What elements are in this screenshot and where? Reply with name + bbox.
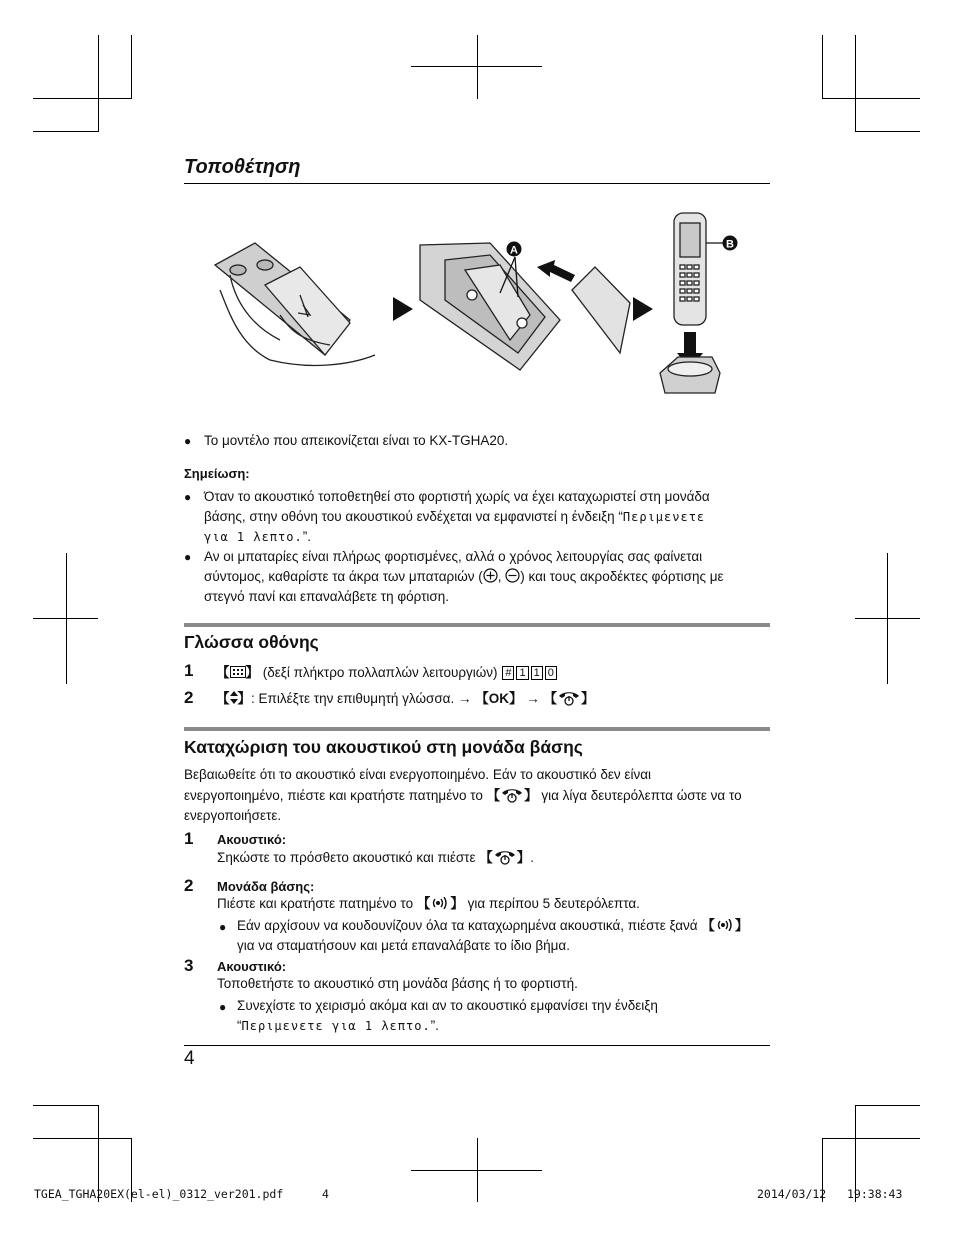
note-line [204, 527, 710, 547]
step-label: Ακουστικό: [217, 959, 287, 974]
bracket-open: 【 [216, 665, 230, 680]
off-phone-icon [493, 849, 517, 865]
intro-line [184, 786, 742, 806]
footer-page: 4 [322, 1187, 329, 1201]
bracket-close: 】 [237, 691, 251, 706]
note-heading: Σημείωση: [184, 466, 250, 481]
updown-key-icon [230, 691, 238, 704]
bottom-rule [184, 1045, 770, 1046]
registration-heading: Καταχώριση του ακουστικού στη μονάδα βάσης [184, 737, 583, 757]
minus-circle-icon [505, 568, 520, 583]
page-number: 4 [184, 1048, 195, 1069]
charger-illustration [660, 357, 720, 393]
step-number: 2 [184, 688, 194, 707]
bracket-open: 【 [701, 918, 715, 933]
locator-key-icon [430, 897, 450, 909]
plus-circle-icon [483, 568, 498, 583]
step-text: Εάν αρχίσουν να κουδουνίζουν όλα τα καταχωρημένα ακουστικά, πιέστε ξανά [237, 918, 702, 933]
label-a: A [510, 244, 518, 257]
handset-cover-illustration [215, 243, 375, 365]
step-text: Σηκώστε το πρόσθετο ακουστικό και πιέστε [217, 850, 480, 865]
intro-line: Βεβαιωθείτε ότι το ακουστικό είναι ενεργοποιημένο. Εάν το ακουστικό δεν είναι [184, 767, 652, 782]
step-arrow-2 [633, 297, 653, 321]
step-line [217, 894, 640, 914]
step-text: (δεξί πλήκτρο πολλαπλών λειτουργιών) [259, 665, 502, 680]
battery-compartment-illustration [420, 243, 560, 370]
bracket-open: 【 [486, 788, 501, 803]
installation-illustration [200, 205, 740, 415]
keypad-key: 1 [531, 666, 543, 680]
note-line [204, 567, 724, 587]
bracket-close: 】 [734, 918, 749, 933]
off-phone-icon [557, 690, 581, 706]
step-arrow-1 [393, 297, 413, 321]
ok-key: 【OK】 [475, 691, 523, 706]
language-step-2 [216, 689, 595, 709]
arrow-text: → [522, 691, 544, 706]
step-line: Τοποθετήστε το ακουστικό στη μονάδα βάσης ή το φορτιστή. [217, 976, 578, 991]
bullet-line: για να σταματήσουν και μετά επαναλάβατε το ίδιο βήμα. [237, 938, 570, 953]
step-number: 1 [184, 829, 194, 848]
step-text: : Επιλέξτε την επιθυμητή γλώσσα. → [251, 691, 476, 706]
bracket-close: 】 [450, 896, 464, 911]
keypad-key: 0 [545, 666, 557, 680]
step-text: Πιέστε και κρατήστε πατημένο το [217, 896, 417, 911]
intro-text: ενεργοποιημένο, πιέστε και κρατήστε πατημένο το [184, 788, 487, 803]
keypad-key: # [502, 666, 514, 680]
intro-text: για λίγα δευτερόλεπτα ώστε να το [537, 788, 742, 803]
bullet-line: Συνεχίστε το χειρισμό ακόμα και αν το ακουστικό εμφανίσει την ένδειξη [237, 998, 658, 1013]
registration-intro [184, 765, 742, 826]
registration-step-3-bullet [237, 996, 658, 1036]
section-divider [184, 623, 770, 627]
language-heading: Γλώσσα οθόνης [184, 632, 319, 652]
title-rule [184, 183, 770, 184]
footer-time: 19:38:43 [847, 1187, 903, 1201]
menu-key-icon [230, 666, 246, 678]
step-label: Μονάδα βάσης: [217, 879, 315, 894]
step-number: 2 [184, 876, 194, 895]
bullet-line [237, 1016, 658, 1036]
footer-date: 2014/03/12 [757, 1187, 827, 1201]
bracket-close: 】 [524, 788, 538, 803]
note-line [204, 507, 710, 527]
note-text: ”. [302, 529, 311, 544]
ok-key-label: OK [488, 691, 509, 706]
step-text: . [530, 850, 535, 865]
off-phone-icon [500, 787, 524, 803]
bullet-icon: ● [184, 434, 192, 448]
step-text: για περίπου 5 δευτερόλεπτα. [463, 896, 640, 911]
note-line: Αν οι μπαταρίες είναι πλήρως φορτισμένες, αλλά ο χρόνος λειτουργίας σας φαίνεται [204, 549, 703, 564]
note-text: , [497, 569, 506, 584]
registration-step-2-bullet [237, 916, 748, 956]
note-bullet-2 [204, 547, 724, 607]
step-number: 1 [184, 661, 194, 680]
bracket-open: 【 [416, 896, 431, 911]
cover-illustration [572, 267, 630, 353]
note-text: σύντομος, καθαρίστε τα άκρα των μπαταριών ( [204, 569, 483, 584]
bullet-icon: ● [184, 550, 192, 564]
bullet-line [237, 916, 748, 936]
section-divider [184, 727, 770, 731]
note-text: βάσης, στην οθόνη του ακουστικού ενδέχεται να εμφανιστεί η ένδειξη “ [204, 509, 623, 524]
registration-step-3 [217, 959, 578, 994]
intro-line: ενεργοποιήσετε. [184, 808, 282, 823]
label-b: B [726, 238, 734, 251]
display-message: Περιμενετε [622, 510, 706, 524]
bullet-icon: ● [184, 490, 192, 504]
section-title: Τοποθέτηση [184, 156, 301, 178]
step-text: ”. [430, 1018, 439, 1033]
bracket-open: 【 [216, 691, 230, 706]
bullet-icon: ● [219, 920, 227, 934]
note-text: ) και τους ακροδέκτες φόρτισης με [520, 569, 724, 584]
note-line: στεγνό πανί και επαναλάβετε τη φόρτιση. [204, 589, 450, 604]
cover-arrow [537, 260, 575, 282]
registration-step-1 [217, 832, 534, 868]
bracket-close: 】 [581, 691, 595, 706]
footer-filename: TGEA_TGHA20EX(el-el)_0312_ver201.pdf [34, 1187, 284, 1201]
bracket-open: 【 [543, 691, 557, 706]
note-bullet-1 [204, 487, 710, 547]
step-text: “ [237, 1018, 242, 1033]
bracket-open: 【 [479, 850, 493, 865]
step-line [217, 848, 534, 868]
keypad-key: 1 [516, 666, 528, 680]
model-note: Το μοντέλο που απεικονίζεται είναι το KX-TGHA20. [204, 433, 509, 448]
bracket-close: 】 [516, 850, 531, 865]
language-step-1 [216, 663, 558, 683]
handset-illustration [674, 213, 723, 325]
step-number: 3 [184, 956, 194, 975]
registration-step-2 [217, 879, 640, 914]
display-message: Περιμενετε για 1 λεπτο. [241, 1019, 431, 1033]
bracket-close: 】 [245, 665, 259, 680]
step-label: Ακουστικό: [217, 832, 287, 847]
locator-key-icon [715, 919, 735, 931]
bullet-icon: ● [219, 1000, 227, 1014]
note-line: Όταν το ακουστικό τοποθετηθεί στο φορτιστή χωρίς να έχει καταχωριστεί στη μονάδα [204, 489, 710, 504]
display-message: για 1 λεπτο. [204, 530, 303, 544]
